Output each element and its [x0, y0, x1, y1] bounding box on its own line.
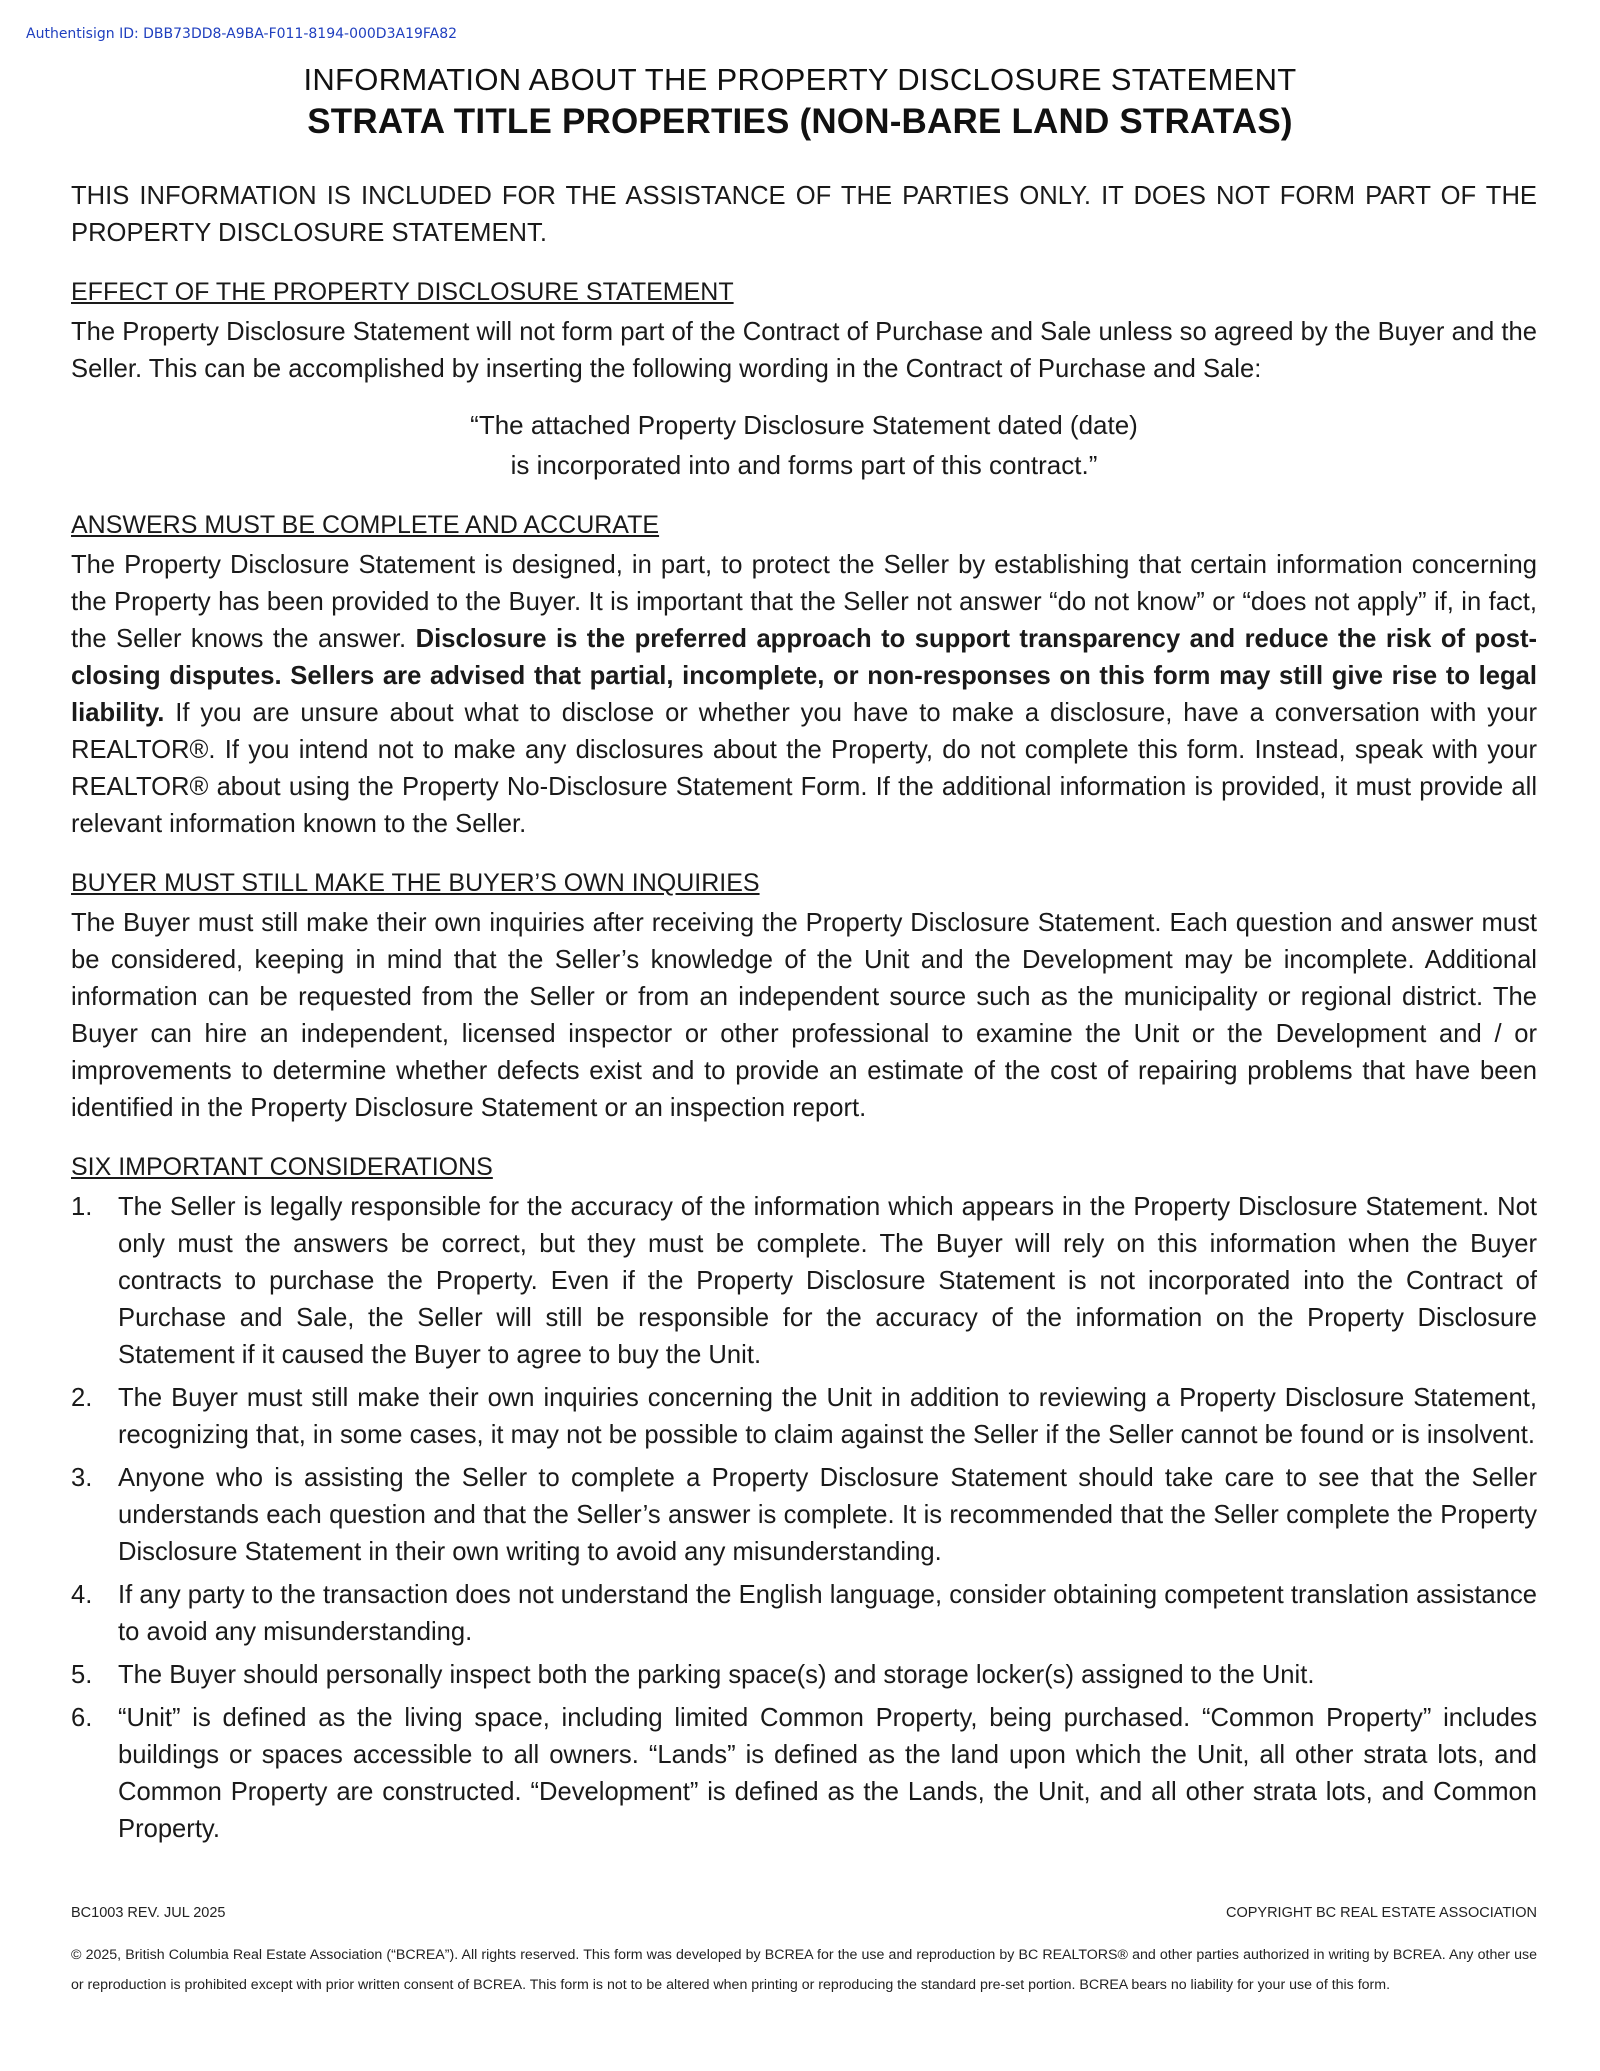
list-item-text: The Seller is legally responsible for the accuracy of the information which appears in the Property Disclosure Statement. Not only must the answers be correct, but they must be complete. The Buyer will rely on this information when the Buyer contracts to purchase the Property. Even if the Property Disclosure Statement is not incorporated into the Contract of Purchase and Sale, the Seller will still be responsible for the accuracy of the information on the Property Disclosure Statement if it caused the Buyer to agree to buy the Unit. — [118, 1193, 1537, 1369]
list-item-number: 1. — [71, 1193, 93, 1221]
list-item — [71, 1657, 1537, 1694]
considerations-list — [71, 1189, 1537, 1848]
list-item-number: 3. — [71, 1464, 93, 1492]
list-item — [71, 1577, 1537, 1651]
document-header — [0, 60, 1600, 144]
list-item-number: 4. — [71, 1581, 93, 1609]
buyer-body: The Buyer must still make their own inquiries after receiving the Property Disclosure Statement. Each question and answer must be considered, keeping in mind that the Seller’s knowledge of the Unit and the Development may be incomplete. Additional information can be requested from the Seller or from an independent source such as the municipality or regional district. The Buyer can hire an independent, licensed inspector or other professional to examine the Unit or the Development and / or improvements to determine whether defects exist and to provide an estimate of the cost of repairing problems that have been identified in the Property Disclosure Statement or an inspection report. — [71, 909, 1537, 1122]
answers-body-start: The Property Disclosure Statement is designed, in part, to protect the Seller by establishing that certain information concerning the Property has been provided to the Buyer. It is important that the Seller not answer “do not know” or “does not apply” if, in fact, the Seller knows the answer. — [71, 551, 1537, 653]
intro-notice: THIS INFORMATION IS INCLUDED FOR THE ASSISTANCE OF THE PARTIES ONLY. IT DOES NOT FORM PART OF THE PROPERTY DISCLOSURE STATEMENT. — [71, 182, 1537, 247]
form-code: BC1003 REV. JUL 2025 — [71, 1905, 226, 1921]
document-title: INFORMATION ABOUT THE PROPERTY DISCLOSURE STATEMENT — [303, 62, 1297, 97]
list-item-number: 2. — [71, 1384, 93, 1412]
effect-body: The Property Disclosure Statement will not form part of the Contract of Purchase and Sale unless so agreed by the Buyer and the Seller. This can be accomplished by inserting the following wording in the Contract of Purchase and Sale: — [71, 318, 1537, 383]
list-item-text: “Unit” is defined as the living space, including limited Common Property, being purchased. “Common Property” includes buildings or spaces accessible to all owners. “Lands” is defined as the land upon which the Unit, all other strata lots, and Common Property are constructed. “Development” is defined as the Lands, the Unit, and all other strata lots, and Common Property. — [118, 1704, 1537, 1843]
considerations-heading: SIX IMPORTANT CONSIDERATIONS — [71, 1153, 493, 1181]
list-item-text: If any party to the transaction does not understand the English language, consider obtaining competent translation assistance to avoid any misunderstanding. — [118, 1581, 1537, 1646]
buyer-heading: BUYER MUST STILL MAKE THE BUYER’S OWN INQUIRIES — [71, 869, 760, 897]
list-item-text: Anyone who is assisting the Seller to complete a Property Disclosure Statement should take care to see that the Seller understands each question and that the Seller’s answer is complete. It is recommended that the Seller complete the Property Disclosure Statement in their own writing to avoid any misunderstanding. — [118, 1464, 1537, 1566]
authentisign-id: Authentisign ID: DBB73DD8-A9BA-F011-8194-000D3A19FA82 — [26, 26, 458, 42]
answers-heading: ANSWERS MUST BE COMPLETE AND ACCURATE — [71, 511, 660, 539]
list-item-text: The Buyer should personally inspect both the parking space(s) and storage locker(s) assigned to the Unit. — [118, 1661, 1315, 1689]
footer-row — [71, 1905, 1537, 1921]
quote-line-1: “The attached Property Disclosure Statement dated (date) — [470, 410, 1138, 440]
list-item — [71, 1189, 1537, 1374]
list-item-text: The Buyer must still make their own inquiries concerning the Unit in addition to reviewing a Property Disclosure Statement, recognizing that, in some cases, it may not be possible to claim against the Seller if the Seller cannot be found or is insolvent. — [118, 1384, 1537, 1449]
copyright-label: COPYRIGHT BC REAL ESTATE ASSOCIATION — [1225, 1905, 1537, 1921]
list-item — [71, 1380, 1537, 1454]
list-item — [71, 1460, 1537, 1571]
quote-line-2: is incorporated into and forms part of this contract.” — [510, 450, 1098, 480]
effect-heading: EFFECT OF THE PROPERTY DISCLOSURE STATEMENT — [71, 278, 734, 306]
answers-body — [71, 547, 1537, 843]
list-item-number: 5. — [71, 1661, 93, 1689]
effect-quote — [71, 405, 1537, 485]
document-subtitle: STRATA TITLE PROPERTIES (NON-BARE LAND STRATAS) — [307, 102, 1293, 141]
copyright-note: © 2025, British Columbia Real Estate Association (“BCREA”). All rights reserved. This form was developed by BCREA for the use and reproduction by BC REALTORS® and other parties authorized in writing by BCREA. Any other use or reproduction is prohibited except with prior written consent of BCREA. This form is not to be altered when printing or reproducing the standard pre-set portion. BCREA bears no liability for your use of this form. — [71, 1947, 1537, 1993]
answers-body-bold: Disclosure is the preferred approach to support transparency and reduce the risk of post-closing disputes. Sellers are advised that partial, incomplete, or non-responses on this form may still give rise to legal liability. — [71, 625, 1537, 727]
list-item-number: 6. — [71, 1704, 93, 1732]
answers-body-end: If you are unsure about what to disclose or whether you have to make a disclosure, have a conversation with your REALTOR®. If you intend not to make any disclosures about the Property, do not complete this form. Instead, speak with your REALTOR® about using the Property No-Disclosure Statement Form. If the additional information is provided, it must provide all relevant information known to the Seller. — [71, 699, 1537, 838]
list-item — [71, 1700, 1537, 1848]
document-body — [71, 178, 1537, 1854]
